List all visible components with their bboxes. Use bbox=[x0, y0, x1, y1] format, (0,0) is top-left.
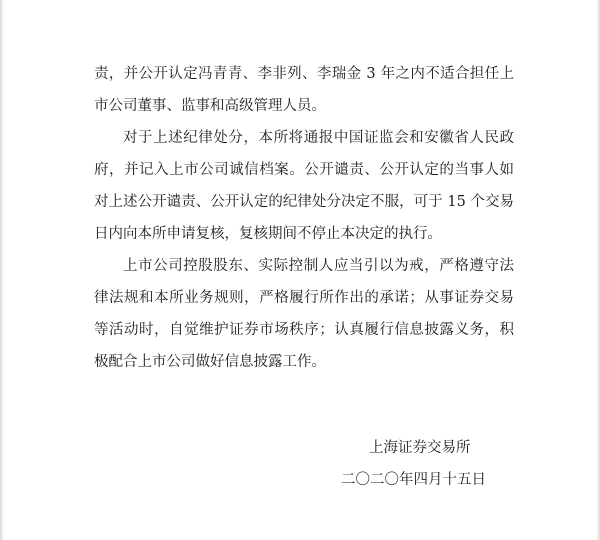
document-body bbox=[94, 58, 514, 378]
paragraph-disciplinary-notice: 对于上述纪律处分，本所将通报中国证监会和安徽省人民政府，并记入上市公司诚信档案。公开谴责、公开认定的当事人如对上述公开谴责、公开认定的纪律处分决定不服，可于 15 个交易日内向本所申请复核，复核期间不停止本决定的执行。 bbox=[94, 130, 514, 242]
signature-date: 二〇二〇年四月十五日 bbox=[341, 472, 486, 488]
paragraph-continuation: 责，并公开认定冯青青、李非列、李瑞金 3 年之内不适合担任上市公司董事、监事和高级管理人员。 bbox=[94, 66, 514, 114]
page-right-edge bbox=[596, 0, 600, 540]
signature-organization: 上海证券交易所 bbox=[369, 440, 471, 456]
page-left-edge bbox=[0, 0, 4, 540]
paragraph-shareholder-warning: 上市公司控股股东、实际控制人应当引以为戒，严格遵守法律法规和本所业务规则，严格履行所作出的承诺；从事证券交易等活动时，自觉维护证券市场秩序；认真履行信息披露义务，积极配合上市公司做好信息披露工作。 bbox=[94, 258, 514, 370]
